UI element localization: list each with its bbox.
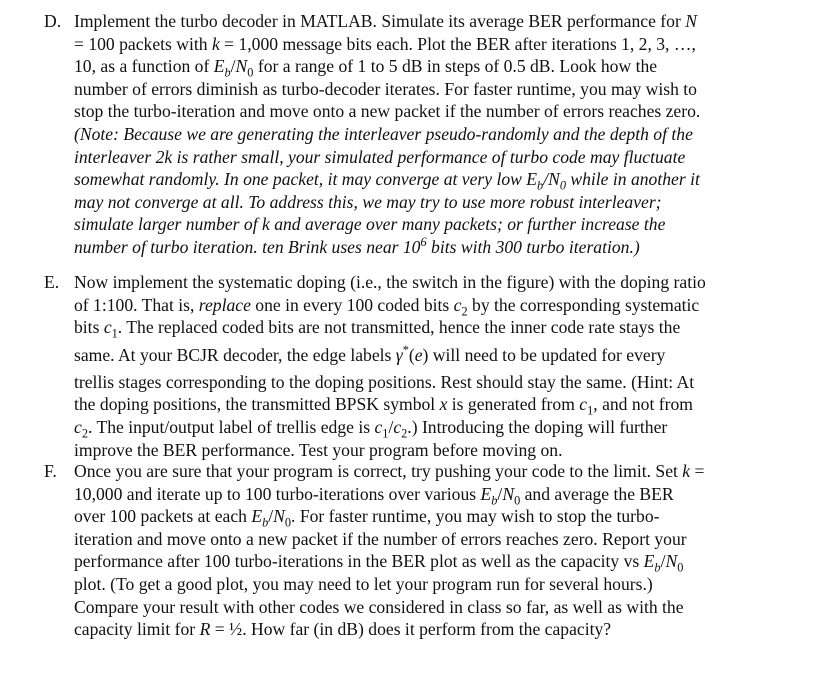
text-line: improve the BER performance. Test your program before moving on. [74, 439, 563, 460]
list-item-body [74, 271, 804, 461]
text-line: may not converge at all. To address this, we may try to use more robust interleaver; [74, 191, 662, 212]
text-line: Implement the turbo decoder in MATLAB. Simulate its average BER performance for N [74, 11, 697, 31]
text-line: $c_2$. The input/output label of trellis edge is $c_1/c_2$.) Introducing the doping will further [74, 416, 668, 441]
list-marker: D. [44, 11, 62, 31]
text-line: Now implement the systematic doping (i.e., the switch in the figure) with the doping ratio [74, 272, 706, 292]
text-line: Compare your result with other codes we considered in class so far, as well as with the [74, 596, 684, 617]
text-line: number of errors diminish as turbo-decoder iterates. For faster runtime, you may wish to [74, 78, 697, 99]
text-line: (Note: Because we are generating the interleaver pseudo-randomly and the depth of the [74, 123, 693, 144]
text-line: same. At your BCJR decoder, the edge labels γ*(e) will need to be updated for every [74, 342, 666, 365]
list-marker: E. [44, 272, 60, 292]
text-line: 10,000 and iterate up to 100 turbo-iterations over various $E_b/N_0$ and average the BER [74, 483, 674, 508]
text-line: interleaver 2k is rather small, your simulated performance of turbo code may fluctuate [74, 146, 686, 167]
list-item-f [44, 460, 804, 641]
list-marker: F. [44, 461, 57, 481]
text-line: number of turbo iteration. ten Brink uses near $10^6$ bits with 300 turbo iteration.) [74, 235, 640, 257]
text-line: plot. (To get a good plot, you may need to let your program run for several hours.) [74, 573, 653, 594]
text-line: iteration and move onto a new packet if the number of errors reaches zero. Report your [74, 528, 687, 549]
text-line: = 100 packets with k = 1,000 message bits each. Plot the BER after iterations 1, 2, 3, …, [74, 33, 696, 54]
text-line: performance after 100 turbo-iterations in the BER plot as well as the capacity vs $E_b/N_0$ [74, 551, 684, 575]
text-line: bits $c_1$. The replaced coded bits are not transmitted, hence the inner code rate stays the [74, 317, 681, 341]
text-line: of 1:100. That is, replace one in every 100 coded bits $c_2$ by the corresponding systematic [74, 294, 700, 319]
text-line: simulate larger number of k and average over many packets; or further increase the [74, 214, 666, 235]
text-line: trellis stages corresponding to the doping positions. Rest should stay the same. (Hint: At [74, 371, 695, 392]
text-line: 10, as a function of $E_b/N_0$ for a range of 1 to 5 dB in steps of 0.5 dB. Look how the [74, 56, 658, 80]
list-item-body [74, 460, 804, 641]
text-line: over 100 packets at each $E_b/N_0$. For faster runtime, you may wish to stop the turbo- [74, 506, 660, 530]
text-line: Once you are sure that your program is correct, try pushing your code to the limit. Set k = [74, 461, 705, 481]
list-item-e [44, 271, 804, 461]
text-line: capacity limit for R = ½. How far (in dB) does it perform from the capacity? [74, 619, 612, 640]
text-line: the doping positions, the transmitted BPSK symbol x is generated from $c_1$, and not from [74, 394, 693, 418]
list-item-d [44, 10, 804, 259]
list-item-body [74, 10, 804, 259]
text-line: somewhat randomly. In one packet, it may converge at very low $E_b/N_0$ while in another it [74, 169, 700, 193]
text-line: stop the turbo-iteration and move onto a new packet if the number of errors reaches zero. [74, 101, 701, 122]
